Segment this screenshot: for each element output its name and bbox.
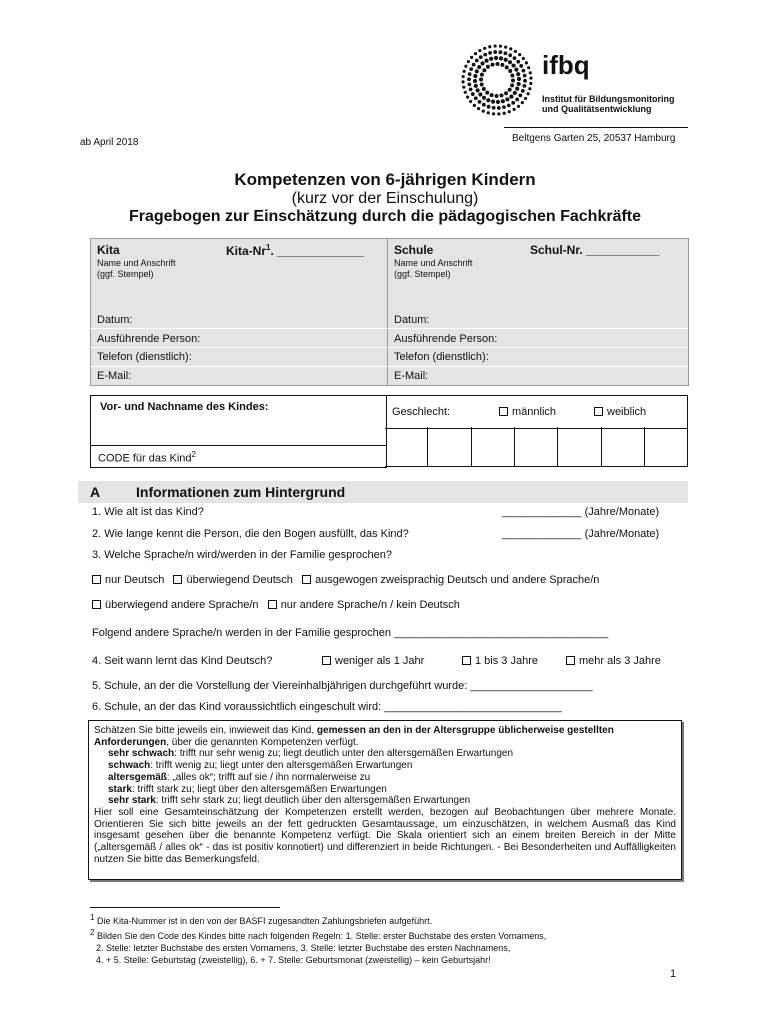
schule-email-field[interactable]: E-Mail:: [394, 370, 429, 382]
q3-option[interactable]: [92, 574, 164, 586]
footnote-mark: 2: [90, 928, 95, 937]
code-grid[interactable]: [385, 427, 688, 467]
instructions-box: [88, 720, 682, 880]
kita-fields: [90, 311, 388, 386]
row-divider: [90, 328, 688, 329]
ifbq-logo: [458, 44, 688, 116]
footnote-2-cont: 2. Stelle: letzter Buchstabe des ersten Vornamens, 3. Stelle: letzter Buchstabe des ersten Nachnamens,: [96, 943, 511, 953]
row-divider: [90, 347, 688, 348]
checkbox-icon[interactable]: [302, 575, 311, 584]
q3-option[interactable]: [302, 574, 599, 586]
scale-desc: : trifft wenig zu; liegt unter den altersgemäßen Erwartungen: [150, 760, 413, 772]
kita-telefon-field[interactable]: Telefon (dienstlich):: [97, 351, 192, 363]
scale-desc: : „alles ok“; trifft auf sie / ihn normalerweise zu: [166, 771, 371, 783]
question-3: 3. Welche Sprache/n wird/werden in der Familie gesprochen?: [92, 549, 393, 561]
scale-desc: : trifft stark zu; liegt über den altersgemäßen Erwartungen: [131, 783, 387, 795]
q2-answer-field[interactable]: _____________ (Jahre/Monate): [502, 528, 660, 540]
scale-desc: : trifft sehr stark zu; liegt deutlich über den altersgemäßen Erwartungen: [155, 795, 471, 807]
footnote-1: [90, 912, 690, 927]
schule-sub1: Name und Anschrift: [394, 258, 473, 268]
intro-bold: gemessen an den in der Altersgruppe üblicherweise gestellten Anforderungen: [94, 725, 614, 748]
scale-term: sehr stark: [108, 795, 156, 807]
q3-option-label: nur Deutsch: [105, 574, 165, 586]
intro-text-b: , über die genannten Kompetenzen verfügt.: [166, 736, 359, 748]
question-1: 1. Wie alt ist das Kind?: [92, 506, 204, 518]
footnote-mark: 1: [90, 913, 95, 922]
checkbox-icon[interactable]: [594, 407, 603, 416]
scale-term: schwach: [108, 760, 151, 772]
code-label: [98, 450, 196, 465]
title-line3: Fragebogen zur Einschätzung durch die pädagogischen Fachkräfte: [128, 208, 642, 225]
question-5[interactable]: 5. Schule, an der die Vorstellung der Viereinhalbjährigen durchgeführt wurde: ____________________: [92, 680, 593, 692]
kita-sub2: (ggf. Stempel): [97, 269, 154, 279]
code-cell-divider: [644, 427, 645, 466]
code-cell-divider: [601, 427, 602, 466]
kita-email-field[interactable]: E-Mail:: [97, 370, 132, 382]
q3-options-row2: [92, 599, 460, 611]
question-6[interactable]: 6. Schule, an der das Kind voraussichtlich eingeschult wird: _____________________________: [92, 701, 562, 713]
date-label: ab April 2018: [80, 137, 139, 148]
dot-circle-icon: [458, 44, 536, 116]
female-label: weiblich: [607, 406, 647, 418]
checkbox-icon[interactable]: [322, 656, 331, 665]
footnote-ref-1: 1: [266, 243, 271, 252]
scale-item: [94, 760, 676, 772]
checkbox-icon[interactable]: [462, 656, 471, 665]
question-2: 2. Wie lange kennt die Person, die den Bogen ausfüllt, das Kind?: [92, 528, 409, 540]
page-number: 1: [670, 968, 677, 980]
schule-telefon-field[interactable]: Telefon (dienstlich):: [394, 351, 489, 363]
gender-female-option[interactable]: [594, 406, 646, 418]
section-title: Informationen zum Hintergrund: [136, 484, 346, 500]
title-line1: Kompetenzen von 6-jährigen Kindern: [234, 170, 536, 189]
footnote-text: Bilden Sie den Code des Kindes bitte nach folgenden Regeln: 1. Stelle: erster Buchstabe des ersten Vornamens,: [94, 931, 547, 941]
footnote-divider: [90, 907, 280, 908]
schule-sub2: (ggf. Stempel): [394, 269, 451, 279]
footnote-ref-2: 2: [191, 450, 196, 459]
kita-sub1: Name und Anschrift: [97, 258, 176, 268]
scale-desc: : trifft nur sehr wenig zu; liegt deutlich unter den altersgemäßen Erwartungen: [174, 748, 514, 760]
title-line2: (kurz vor der Einschulung): [291, 190, 479, 207]
row-divider: [90, 366, 688, 367]
scale-term: sehr schwach: [108, 748, 175, 760]
q4-option-label: weniger als 1 Jahr: [335, 655, 425, 667]
q3-options-row1: [92, 574, 599, 586]
schule-nr[interactable]: Schul-Nr. ___________: [530, 243, 660, 257]
child-name-divider: [91, 445, 386, 446]
scale-item: [94, 748, 676, 760]
q4-option[interactable]: [566, 655, 661, 667]
page-title: [60, 170, 710, 226]
scale-term: stark: [108, 783, 132, 795]
code-cell-divider: [514, 427, 515, 466]
logo-name: ifbq: [542, 50, 590, 80]
q3-option[interactable]: [173, 574, 292, 586]
q4-option-label: 1 bis 3 Jahre: [475, 655, 538, 667]
q3-option-label: überwiegend andere Sprache/n: [105, 599, 259, 611]
scale-item: [94, 795, 676, 807]
q3-option-label: überwiegend Deutsch: [186, 574, 293, 586]
schule-datum-field[interactable]: Datum:: [394, 314, 430, 326]
code-cell-divider: [557, 427, 558, 466]
q4-option[interactable]: [322, 655, 424, 667]
q3-option[interactable]: [268, 599, 460, 611]
checkbox-icon[interactable]: [268, 600, 277, 609]
logo-line2: und Qualitätsentwicklung: [542, 104, 652, 114]
kita-datum-field[interactable]: Datum:: [97, 314, 133, 326]
checkbox-icon[interactable]: [92, 600, 101, 609]
address-label: Beltgens Garten 25, 20537 Hamburg: [512, 133, 676, 144]
q4-option-label: mehr als 3 Jahre: [579, 655, 661, 667]
q4-option[interactable]: [462, 655, 538, 667]
schule-fields: [387, 311, 689, 386]
q3-follow-field[interactable]: Folgend andere Sprache/n werden in der Familie gesprochen ___________________________________: [92, 627, 609, 639]
section-letter: A: [90, 484, 101, 500]
intro-text-a: Schätzen Sie bitte jeweils ein, inwieweit das Kind,: [94, 725, 317, 736]
gender-label: Geschlecht:: [392, 406, 451, 418]
kita-label: Kita: [97, 243, 120, 257]
schule-person-field[interactable]: Ausführende Person:: [394, 333, 498, 345]
scale-item: [94, 784, 676, 796]
scale-term: altersgemäß: [108, 771, 167, 783]
footnotes: [90, 912, 690, 966]
child-name-box[interactable]: [90, 395, 387, 468]
checkbox-icon[interactable]: [566, 656, 575, 665]
child-name-label: Vor- und Nachname des Kindes:: [100, 401, 269, 413]
schule-label: Schule: [394, 243, 434, 257]
checkbox-icon[interactable]: [499, 407, 508, 416]
kita-person-field[interactable]: Ausführende Person:: [97, 333, 201, 345]
footnote-text: Die Kita-Nummer ist in den von der BASFI zugesandten Zahlungsbriefen aufgeführt.: [94, 916, 433, 926]
footnote-2-cont: 4. + 5. Stelle: Geburtstag (zweistellig), 6. + 7. Stelle: Geburtsmonat (zweistellig) – kein Geburtsjahr!: [96, 955, 491, 965]
code-cell-divider: [427, 427, 428, 466]
question-4: 4. Seit wann lernt das Kind Deutsch?: [92, 655, 273, 667]
kita-nr-label: Kita-Nr: [226, 244, 267, 258]
gender-male-option[interactable]: [499, 406, 556, 418]
footnote-2: [90, 927, 690, 942]
checkbox-icon[interactable]: [173, 575, 182, 584]
header-divider: [504, 127, 688, 128]
q3-option-label: ausgewogen zweisprachig Deutsch und andere Sprache/n: [315, 574, 600, 586]
instructions-paragraph: Hier soll eine Gesamteinschätzung der Kompetenzen erstellt werden, bezogen auf Beobachtungen über mehrere Monate. Orientieren Sie sich bitte jeweils an der fett gedruckten Gesamtaussage, um einzuschätzen, in welchem Ausmaß das Kind insgesamt gesehen über die benannte Kompetenz verfügt. Die Skala orientiert sich an einem breiten Bereich in der Mitte („altersgemäß / alles ok“ - das ist positiv konnotiert) und differenziert in beide Richtungen. - Bei Besonderheiten und Auffälligkeiten nutzen Sie bitte das Bemerkungsfeld.: [94, 806, 676, 865]
code-cell-divider: [471, 427, 472, 466]
kita-nr-blank: . _____________: [270, 244, 364, 258]
gender-box: [385, 395, 688, 429]
q3-option[interactable]: [92, 599, 259, 611]
instructions-intro: [94, 725, 676, 748]
section-a-header: [78, 481, 688, 503]
q3-option-label: nur andere Sprache/n / kein Deutsch: [280, 599, 460, 611]
checkbox-icon[interactable]: [92, 575, 101, 584]
q1-answer-field[interactable]: _____________ (Jahre/Monate): [502, 506, 660, 518]
code-label-text: CODE für das Kind: [98, 452, 192, 465]
scale-item: [94, 772, 676, 784]
kita-nr[interactable]: [226, 243, 364, 258]
male-label: männlich: [512, 406, 557, 418]
logo-line1: Institut für Bildungsmonitoring: [542, 94, 675, 104]
